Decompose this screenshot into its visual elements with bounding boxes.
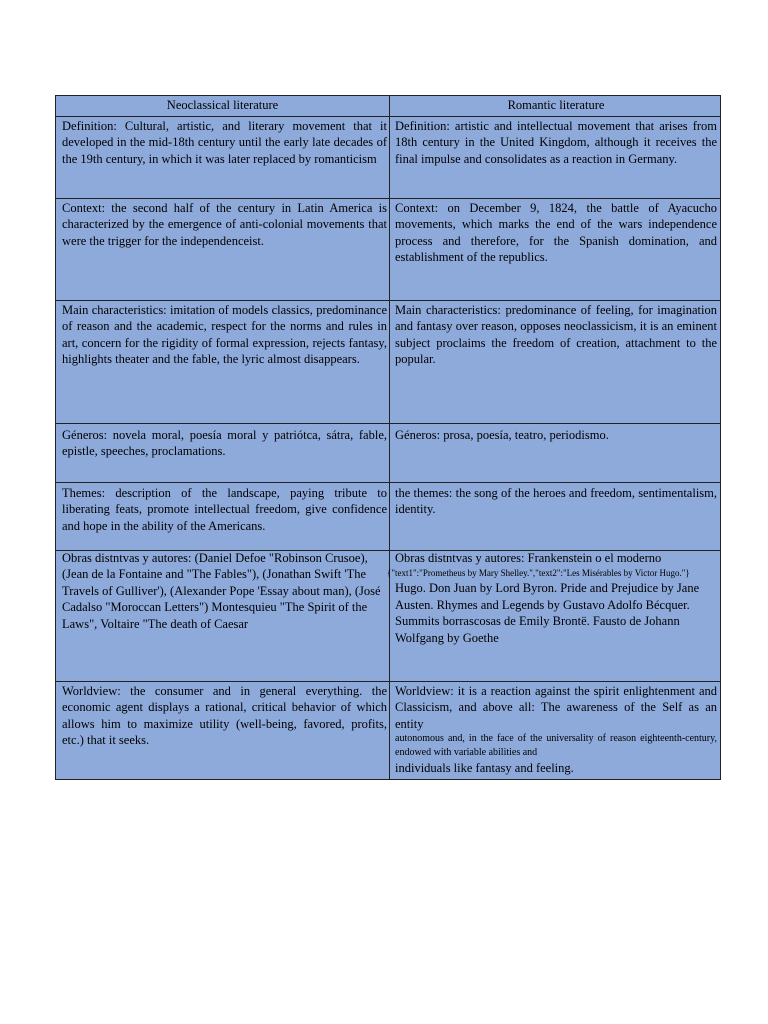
- header-romantic: Romantic literature: [507, 98, 605, 112]
- cell-neoclassical-context: Context: the second half of the century in Latin America is characterized by the emergence of anti-colonial movements that were the trigger for the independenceist.: [62, 201, 387, 248]
- romantic-works-rest: Hugo. Don Juan by Lord Byron. Pride and Prejudice by Jane Austen. Rhymes and Legends by Gustavo Adolfo Bécquer. Summits borrascosas de Emily Brontë. Fausto de Johann Wolfgang by Goethe: [395, 581, 700, 645]
- header-neoclassical: Neoclassical literature: [166, 98, 279, 112]
- cell-romantic-genres: Géneros: prosa, poesía, teatro, periodismo.: [395, 428, 609, 442]
- romantic-works-line1: Obras distntvas y autores: Frankenstein o el moderno: [395, 551, 662, 565]
- cell-romantic-context: Context: on December 9, 1824, the battle of Ayacucho movements, which marks the end of the wars independence process and therefore, for the Spanish domination, and establishment of the republics.: [395, 201, 717, 265]
- cell-romantic-themes: the themes: the song of the heroes and freedom, sentimentalism, identity.: [395, 486, 717, 517]
- romantic-worldview-part3: individuals like fantasy and feeling.: [395, 761, 574, 776]
- cell-romantic-works: [387, 550, 717, 646]
- comparison-table: [55, 95, 721, 780]
- cell-romantic-worldview: [395, 683, 717, 777]
- cell-neoclassical-worldview: Worldview: the consumer and in general everything. the economic agent displays a rational, critical behavior of which allows him to maximize utility (well-being, favored, profits, etc.) that it seeks.: [62, 684, 387, 748]
- cell-neoclassical-genres: Géneros: novela moral, poesía moral y patriótca, sátra, fable, epistle, speeches, proclamations.: [62, 428, 387, 459]
- cell-neoclassical-characteristics: Main characteristics: imitation of models classics, predominance of reason and the academic, respect for the norms and rules in art, concern for the rigidity of formal expression, rejects fantasy, highlights theater and the fable, the lyric almost disappears.: [62, 303, 387, 367]
- row-divider: [56, 681, 720, 682]
- row-divider: [56, 423, 720, 424]
- cell-neoclassical-themes: Themes: description of the landscape, paying tribute to liberating feats, promote intellectual freedom, give confidence and hope in the ability of the Americans.: [62, 486, 387, 533]
- row-divider: [56, 116, 720, 117]
- romantic-works-json: {"text1":"Prometheus by Mary Shelley.","text2":"Les Misérables by Victor Hugo."}: [387, 568, 690, 579]
- row-divider: [56, 300, 720, 301]
- row-divider: [56, 198, 720, 199]
- cell-romantic-characteristics: Main characteristics: predominance of feeling, for imagination and fantasy over reason, opposes neoclassicism, it is an eminent subject proclaims the freedom of creation, attachment to the popular.: [395, 303, 717, 367]
- romantic-worldview-part2: autonomous and, in the face of the universality of reason eighteenth-century, endowed with variable abilities and: [395, 733, 717, 759]
- cell-neoclassical-works: Obras distntvas y autores: (Daniel Defoe "Robinson Crusoe), (Jean de la Fontaine and "The Fables"), (Jonathan Swift 'The Travels of Gulliver'), (Alexander Pope 'Essay about man), (José Cadalso "Moroccan Letters") Montesquieu "The Spirit of the Laws", Voltaire "The death of Caesar: [62, 551, 381, 631]
- cell-neoclassical-definition: Definition: Cultural, artistic, and literary movement that it developed in the mid-18th century until the early late decades of the 19th century, in which it was later replaced by romanticism: [62, 119, 387, 166]
- romantic-worldview-part1: Worldview: it is a reaction against the spirit enlightenment and Classicism, and above all: The awareness of the Self as an entity: [395, 684, 717, 731]
- cell-romantic-definition: Definition: artistic and intellectual movement that arises from 18th century in the United Kingdom, although it receives the final impulse and consolidates as a reaction in Germany.: [395, 119, 717, 166]
- row-divider: [56, 482, 720, 483]
